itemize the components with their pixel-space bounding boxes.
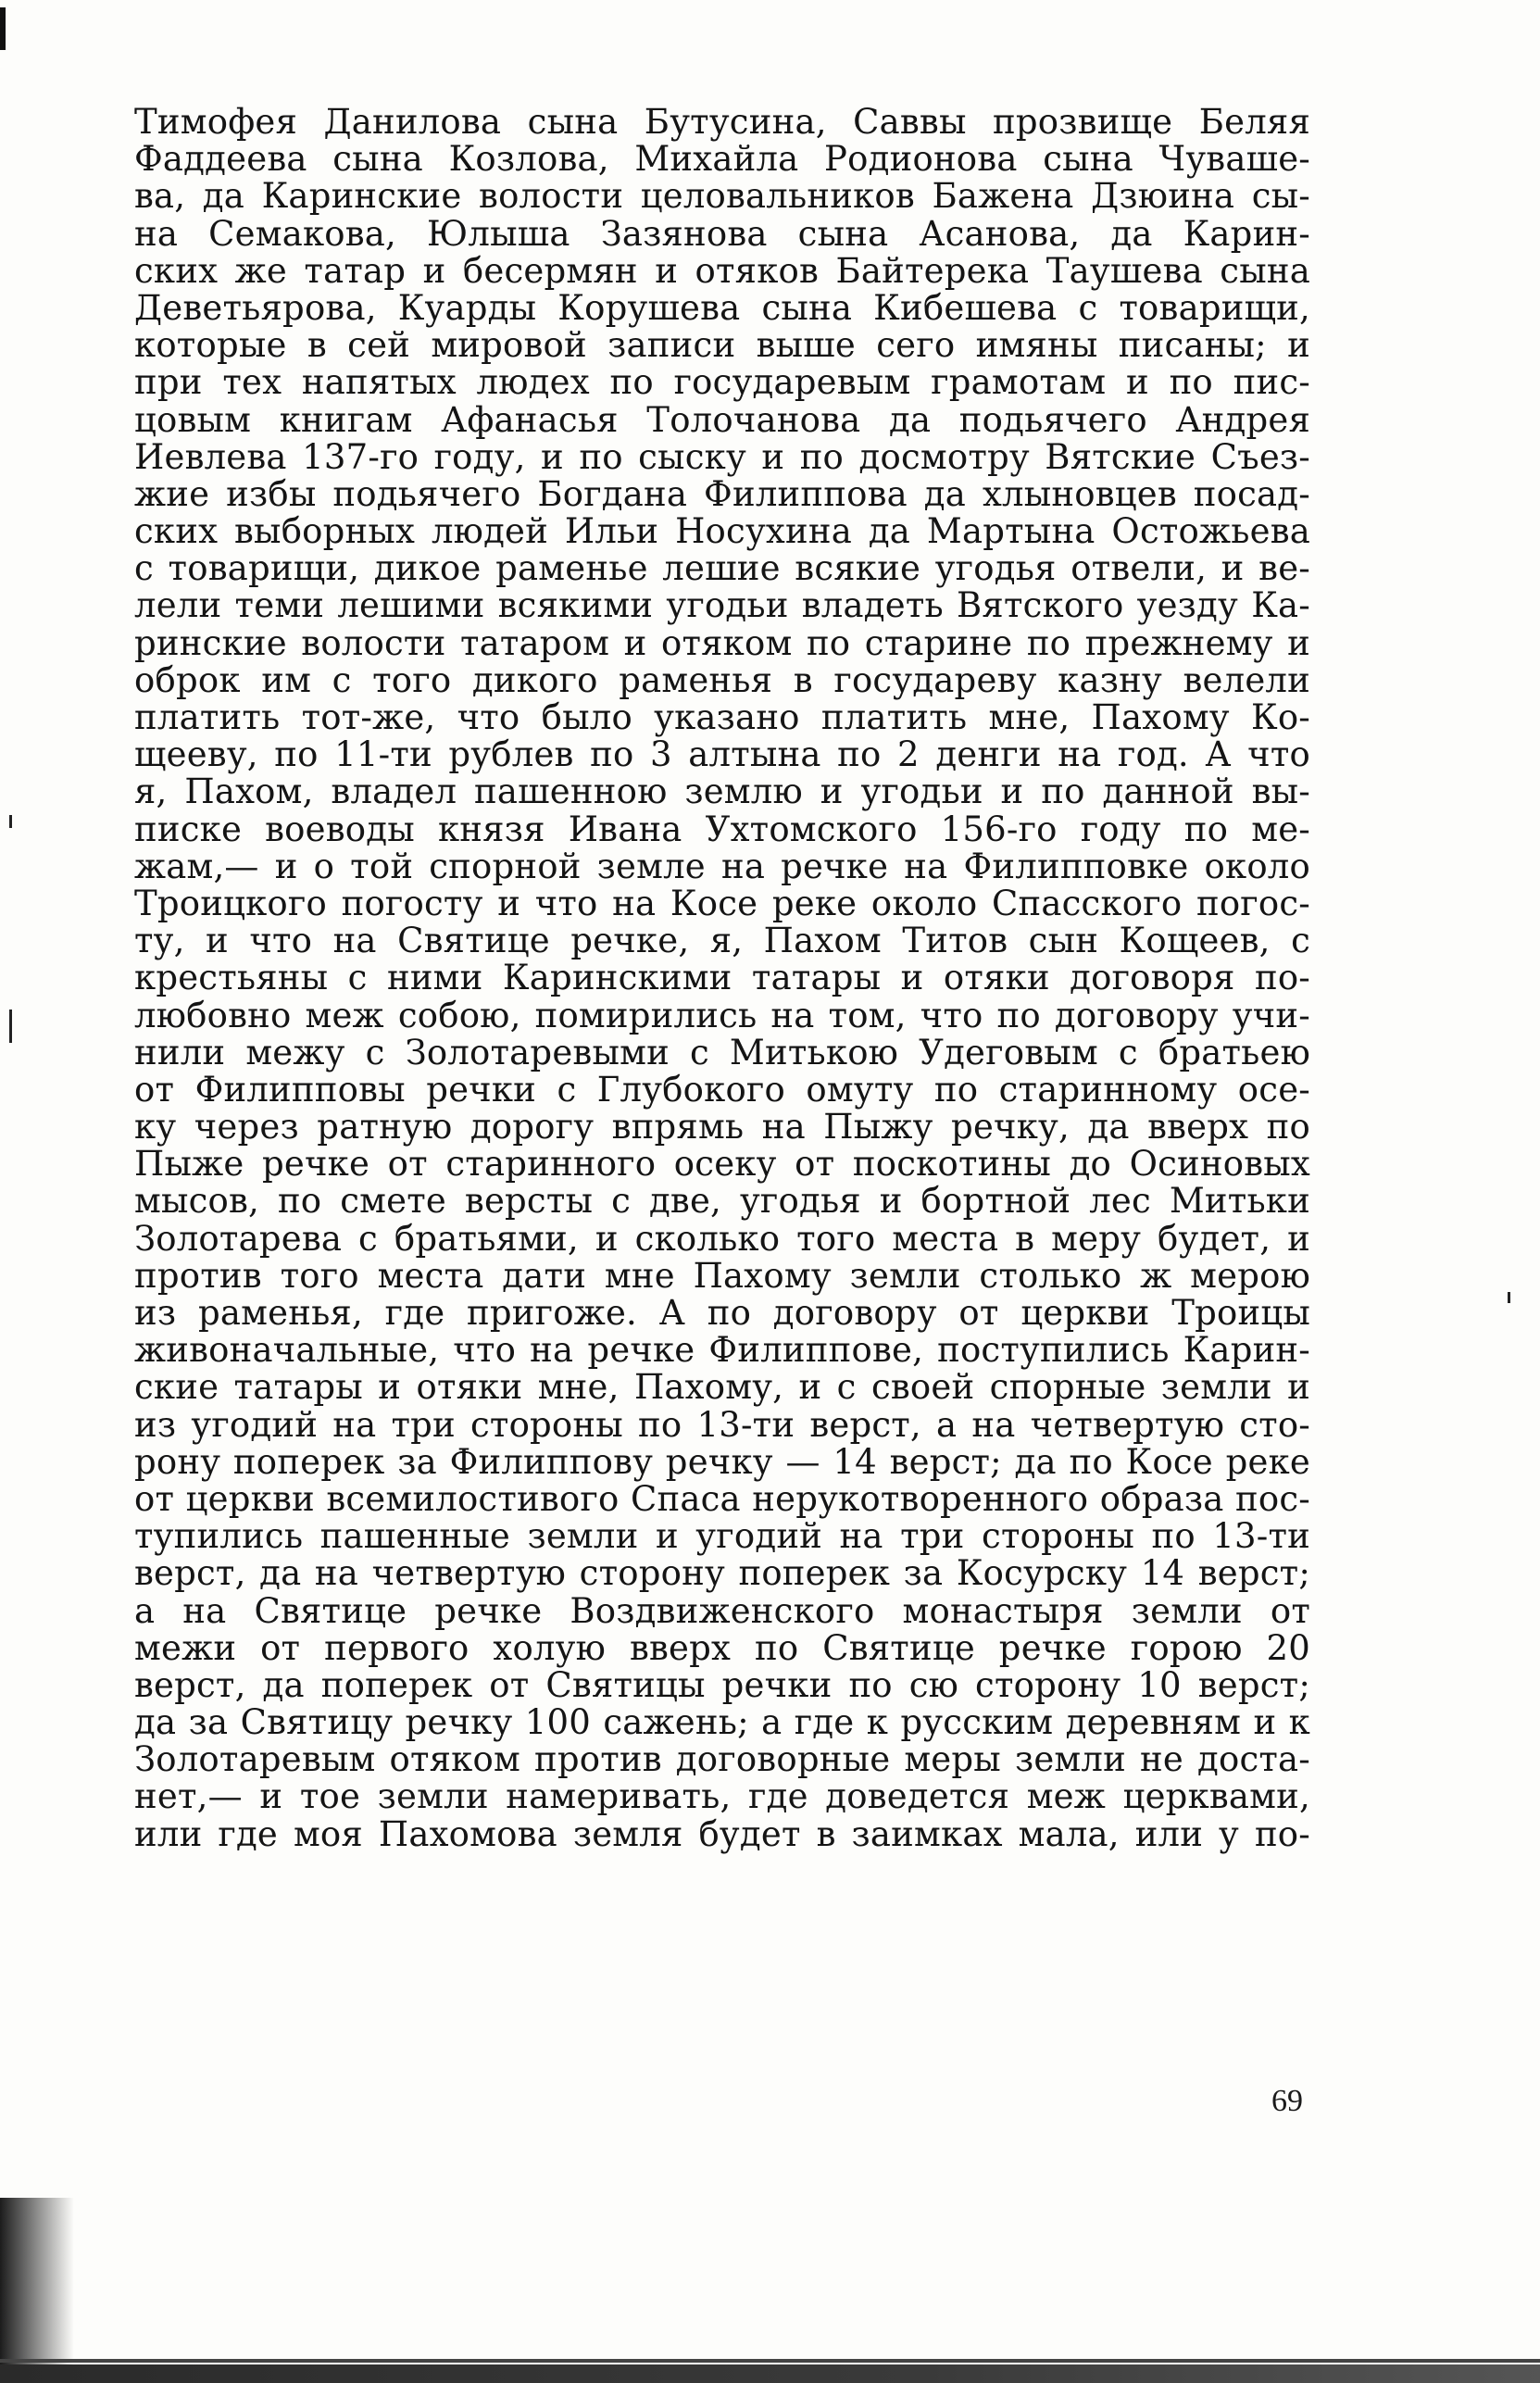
text-line: Тимофея Данилова сына Бутусина, Саввы прозвище Беляя <box>134 102 1310 142</box>
text-line: из угодий на три стороны по 13-ти верст, а на четвертую сто- <box>134 1404 1310 1445</box>
text-line: любовно меж собою, помирились на том, что по договору учи- <box>134 995 1310 1035</box>
right-margin-mark <box>1508 1292 1510 1303</box>
text-line: мысов, по смете версты с две, угодья и бортной лес Митьки <box>134 1181 1310 1222</box>
page-number: 69 <box>1271 2084 1303 2118</box>
text-line: ринские волости татаром и отяком по старине по прежнему и <box>134 622 1310 663</box>
text-line: с товарищи, дикое раменье лешие всякие угодья отвели, и ве- <box>134 548 1310 589</box>
text-line: я, Пахом, владел пашенною землю и угодьи и по данной вы- <box>134 771 1310 812</box>
text-line: Иевлева 137-го году, и по сыску и по досмотру Вятские Съез- <box>134 436 1310 477</box>
text-line: от церкви всемилостивого Спаса нерукотворенного образа пос- <box>134 1478 1310 1519</box>
scan-edge-shadow <box>0 2198 74 2364</box>
text-line: тупились пашенные земли и угодий на три стороны по 13-ти <box>134 1516 1310 1557</box>
text-line: при тех напятых людех по государевым грамотам и по пис- <box>134 362 1310 403</box>
scan-bottom-border <box>0 2364 1540 2383</box>
text-line: Пыже речке от старинного осеку от поскотины до Осиновых <box>134 1144 1310 1185</box>
text-line: щееву, по 11-ти рублев по 3 алтына по 2 денги на год. А что <box>134 734 1310 775</box>
body-text <box>134 104 1310 1853</box>
text-line: жам,— и о той спорной земле на речке на Филипповке около <box>134 846 1310 886</box>
text-line: ту, и что на Святице речке, я, Пахом Титов сын Кощеев, с <box>134 921 1310 961</box>
text-line: верст, да поперек от Святицы речки по сю сторону 10 верст; <box>134 1664 1310 1705</box>
scan-edge-line <box>0 2359 1540 2363</box>
text-line: из раменья, где пригоже. А по договору от церкви Троицы <box>134 1293 1310 1333</box>
text-line: да за Святицу речку 100 сажень; а где к русским деревням и к <box>134 1702 1310 1743</box>
left-margin-mark <box>9 1010 12 1043</box>
text-line: или где моя Пахомова земля будет в заимках мала, или у по- <box>134 1813 1310 1854</box>
text-line: ку через ратную дорогу впрямь на Пыжу речку, да вверх по <box>134 1107 1310 1148</box>
text-line: ских выборных людей Ильи Носухина да Мартына Остожьева <box>134 511 1310 552</box>
text-line: жие избы подьячего Богдана Филиппова да хлыновцев посад- <box>134 473 1310 514</box>
text-line: верст, да на четвертую сторону поперек за Косурску 14 верст; <box>134 1553 1310 1594</box>
text-line: Троицкого погосту и что на Косе реке около Спасского погос- <box>134 883 1310 923</box>
text-line: Золотаревым отяком против договорные меры земли не доста- <box>134 1739 1310 1780</box>
text-line: против того места дати мне Пахому земли столько ж мерою <box>134 1255 1310 1296</box>
scan-corner-mark <box>0 7 17 50</box>
text-line: ские татары и отяки мне, Пахому, и с своей спорные земли и <box>134 1367 1310 1408</box>
text-line: живоначальные, что на речке Филиппове, поступились Карин- <box>134 1330 1310 1371</box>
text-line: а на Святице речке Воздвиженского монастыря земли от <box>134 1590 1310 1631</box>
text-line: межи от первого холую вверх по Святице речке горою 20 <box>134 1627 1310 1668</box>
text-line: оброк им с того дикого раменья в государеву казну велели <box>134 659 1310 700</box>
text-line: нет,— и тое земли намеривать, где доведется меж церквами, <box>134 1776 1310 1817</box>
text-line: на Семакова, Юлыша Зазянова сына Асанова, да Карин- <box>134 213 1310 254</box>
text-line: ских же татар и бесермян и отяков Байтерека Таушева сына <box>134 250 1310 291</box>
text-line: от Филипповы речки с Глубокого омуту по старинному осе- <box>134 1069 1310 1110</box>
text-line: крестьяны с ними Каринскими татары и отяки договоря по- <box>134 958 1310 998</box>
text-line: Фаддеева сына Козлова, Михайла Родионова сына Чуваше- <box>134 139 1310 180</box>
text-line: платить тот-же, что было указано платить мне, Пахому Ко- <box>134 697 1310 737</box>
text-line: лели теми лешими всякими угодьи владеть Вятского уезду Ка- <box>134 585 1310 626</box>
text-line: писке воеводы князя Ивана Ухтомского 156-го году по ме- <box>134 809 1310 849</box>
text-line: Золотарева с братьями, и сколько того места в меру будет, и <box>134 1218 1310 1259</box>
text-line: Деветьярова, Куарды Корушева сына Кибешева с товарищи, <box>134 287 1310 328</box>
text-line: ва, да Каринские волости целовальников Бажена Дзюина сы- <box>134 176 1310 217</box>
text-line: которые в сей мировой записи выше сего имяны писаны; и <box>134 325 1310 366</box>
left-margin-mark <box>9 815 12 828</box>
text-line: нили межу с Золотаревыми с Митькою Удеговым с братьею <box>134 1032 1310 1072</box>
text-line: рону поперек за Филиппову речку — 14 верст; да по Косе реке <box>134 1441 1310 1482</box>
text-line: цовым книгам Афанасья Толочанова да подьячего Андрея <box>134 399 1310 440</box>
